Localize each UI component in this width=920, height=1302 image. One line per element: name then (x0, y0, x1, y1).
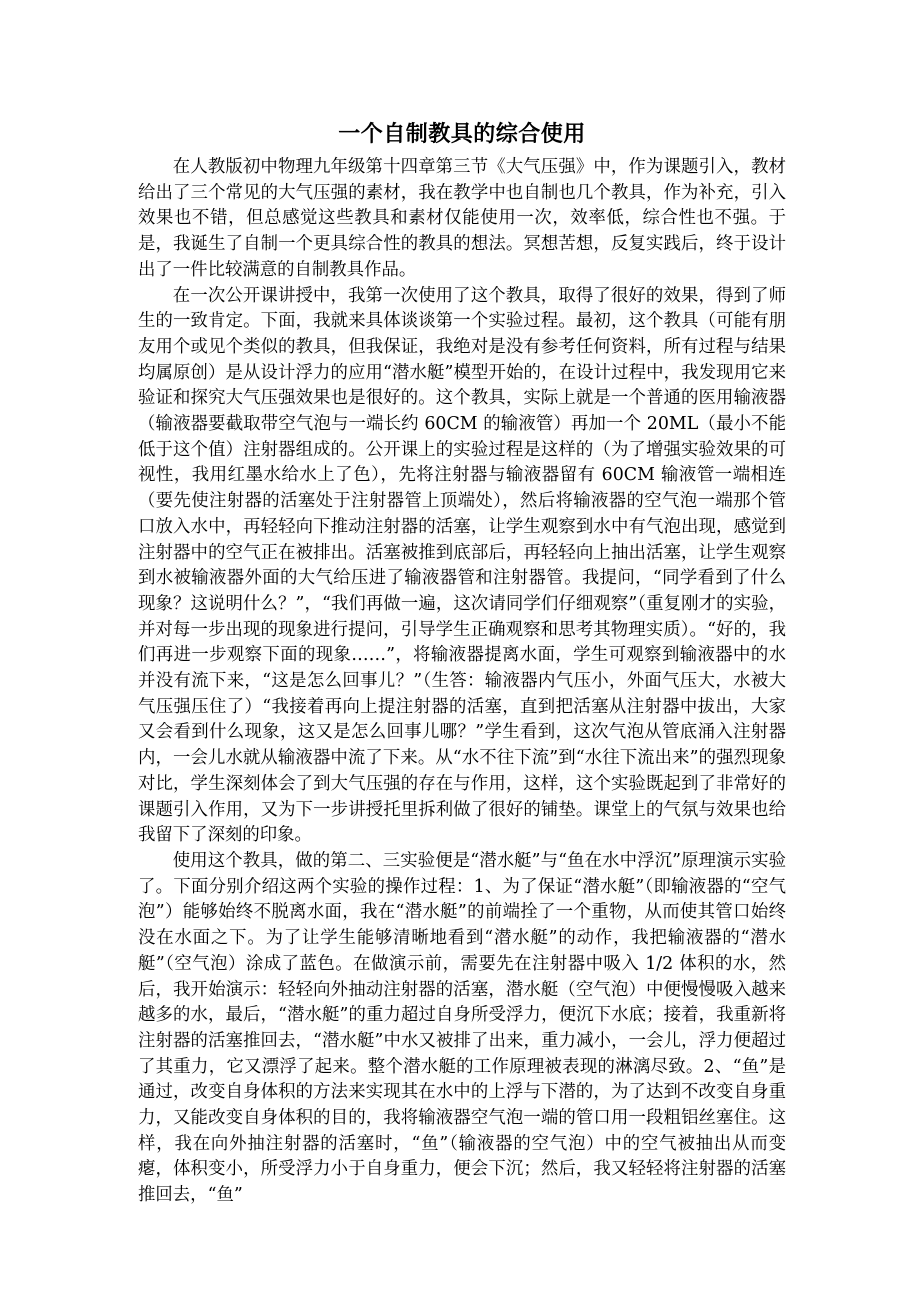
document-title: 一个自制教具的综合使用 (338, 121, 586, 147)
paragraph-first-experiment: 在一次公开课讲授中，我第一次使用了这个教具，取得了很好的效果，得到了师生的一致肯定。下面，我就来具体谈谈第一个实验过程。最初，这个教具（可能有朋友用个或见个类似的教具，但我保证，我绝对是没有参考任何资料，所有过程与结果均属原创）是从设计浮力的应用“潜水艇”模型开始的，在设计过程中，我发现用它来验证和探究大气压强效果也是很好的。这个教具，实际上就是一个普通的医用输液器（输液器要截取带空气泡与一端长约 60CM 的输液管）再加一个 20ML（最小不能低于这个值）注射器组成的。公开课上的实验过程是这样的（为了增强实验效果的可视性，我用红墨水给水上了色），先将注射器与输液器留有 60CM 输液管一端相连（要先使注射器的活塞处于注射器管上顶端处），然后将输液器的空气泡一端那个管口放入水中，再轻轻向下推动注射器的活塞，让学生观察到水中有气泡出现，感觉到注射器中的空气正在被排出。活塞被推到底部后，再轻轻向上抽出活塞，让学生观察到水被输液器外面的大气给压进了输液器管和注射器管。我提问，“同学看到了什么现象？这说明什么？”，“我们再做一遍，这次请同学们仔细观察”（重复刚才的实验，并对每一步出现的现象进行提问，引导学生正确观察和思考其物理实质）。“好的，我们再进一步观察下面的现象……”，将输液器提离水面，学生可观察到输液器中的水并没有流下来，“这是怎么回事儿？”（生答：输液器内气压小，外面气压大，水被大气压强压住了）“我接着再向上提注射器的活塞，直到把活塞从注射器中拔出，大家又会看到什么现象，这又是怎么回事儿哪？”学生看到，这次气泡从管底涌入注射器内，一会儿水就从输液器中流了下来。从“水不往下流”到“水往下流出来”的强烈现象对比，学生深刻体会了到大气压强的存在与作用，这样，这个实验既起到了非常好的课题引入作用，又为下一步讲授托里拆利做了很好的铺垫。课堂上的气氛与效果也给我留下了深刻的印象。 (138, 285, 786, 846)
paragraph-second-third-experiments: 使用这个教具，做的第二、三实验便是“潜水艇”与“鱼在水中浮沉”原理演示实验了。下面分别介绍这两个实验的操作过程：1、为了保证“潜水艇”（即输液器的“空气泡”）能够始终不脱离水面，我在“潜水艇”的前端拴了一个重物，从而使其管口始终没在水面之下。为了让学生能够清晰地看到“潜水艇”的动作，我把输液器的“潜水艇”（空气泡）涂成了蓝色。在做演示前，需要先在注射器中吸入 1/2 体积的水，然后，我开始演示：轻轻向外抽动注射器的活塞，潜水艇（空气泡）中便慢慢吸入越来越多的水，最后，“潜水艇”的重力超过自身所受浮力，便沉下水底；接着，我重新将注射器的活塞推回去，“潜水艇”中水又被排了出来，重力减小，一会儿，浮力便超过了其重力，它又漂浮了起来。整个潜水艇的工作原理被表现的淋漓尽致。2、“鱼”是通过，改变自身体积的方法来实现其在水中的上浮与下潜的，为了达到不改变自身重力，又能改变自身体积的目的，我将输液器空气泡一端的管口用一段粗铝丝塞住。这样，我在向外抽注射器的活塞时，“鱼”（输液器的空气泡）中的空气被抽出从而变瘪，体积变小，所受浮力小于自身重力，便会下沉；然后，我又轻轻将注射器的活塞推回去，“鱼” (138, 850, 786, 1206)
paragraph-intro: 在人教版初中物理九年级第十四章第三节《大气压强》中，作为课题引入，教材给出了三个常见的大气压强的素材，我在教学中也自制也几个教具，作为补充，引入效果也不错，但总感觉这些教具和素材仅能使用一次，效率低，综合性也不强。于是，我诞生了自制一个更具综合性的教具的想法。冥想苦想，反复实践后，终于设计出了一件比较满意的自制教具作品。 (138, 157, 786, 280)
document-page (138, 120, 786, 1209)
